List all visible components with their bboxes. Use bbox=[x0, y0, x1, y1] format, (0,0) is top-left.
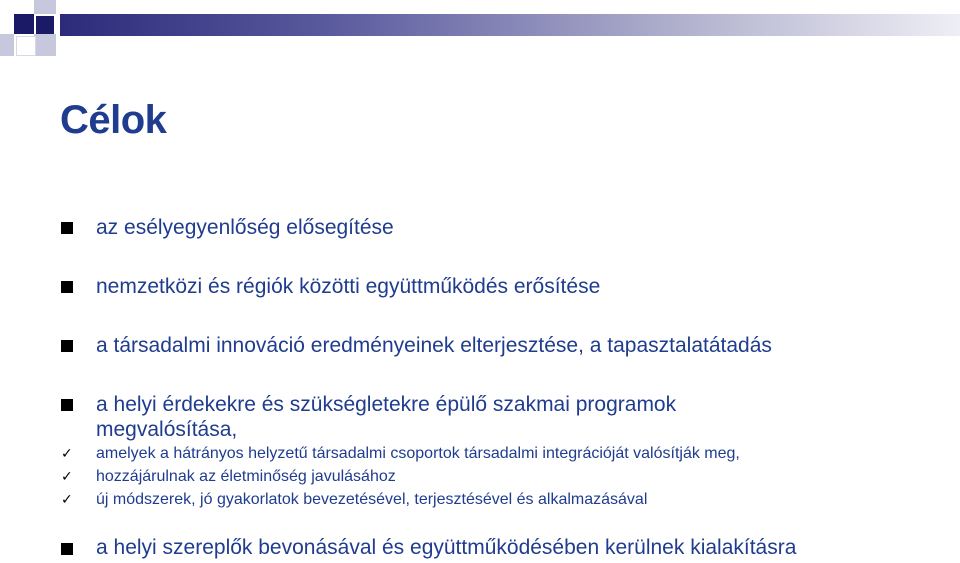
check-mark-icon: ✓ bbox=[61, 492, 73, 508]
bullet-item-3: a társadalmi innováció eredményeinek elterjesztése, a tapasztalatátadás bbox=[96, 334, 772, 357]
bullet-item-1: az esélyegyenlőség elősegítése bbox=[96, 216, 394, 239]
deco-square-dark-1 bbox=[14, 14, 34, 34]
slide-title: Célok bbox=[60, 98, 167, 142]
square-bullet-icon bbox=[61, 281, 73, 293]
deco-square-white-1 bbox=[16, 36, 36, 56]
deco-square-dark-2 bbox=[36, 16, 54, 34]
deco-square-light-1 bbox=[34, 0, 56, 14]
header-gradient-bar bbox=[60, 14, 960, 36]
bullet-item-4: a helyi érdekekre és szükségletekre épülő szakmai programok bbox=[96, 393, 677, 416]
check-item-3: új módszerek, jó gyakorlatok bevezetésével, terjesztésével és alkalmazásával bbox=[96, 491, 648, 508]
square-bullet-icon bbox=[61, 543, 73, 555]
square-bullet-icon bbox=[61, 222, 73, 234]
bullet-item-2: nemzetközi és régiók közötti együttműködés erősítése bbox=[96, 275, 601, 298]
deco-square-light-2 bbox=[0, 34, 14, 56]
check-mark-icon: ✓ bbox=[61, 446, 73, 462]
check-mark-icon: ✓ bbox=[61, 469, 73, 485]
check-item-2: hozzájárulnak az életminőség javulásához bbox=[96, 468, 396, 485]
bullet-item-5: a helyi szereplők bevonásával és együttműködésében kerülnek kialakításra bbox=[96, 536, 797, 559]
square-bullet-icon bbox=[61, 399, 73, 411]
bullet-item-4-continuation: megvalósítása, bbox=[96, 418, 238, 441]
deco-square-light-3 bbox=[34, 34, 56, 56]
check-item-1: amelyek a hátrányos helyzetű társadalmi csoportok társadalmi integrációját valósítják meg, bbox=[96, 445, 740, 462]
square-bullet-icon bbox=[61, 340, 73, 352]
